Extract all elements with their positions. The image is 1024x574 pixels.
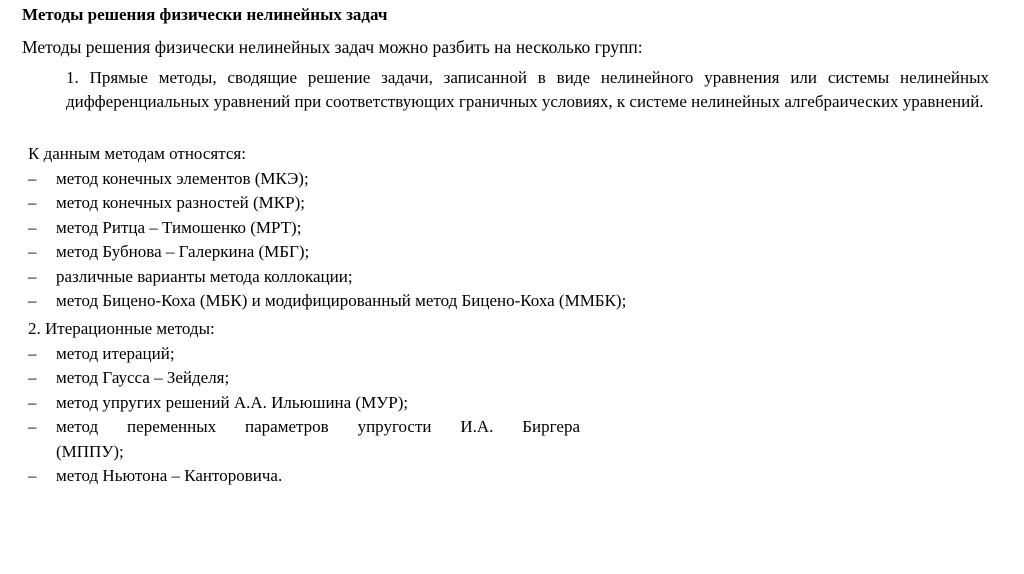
dash-bullet: – xyxy=(28,217,37,237)
list-item xyxy=(28,366,580,391)
list-item-text: метод Бицено-Коха (МБК) и модифицированный метод Бицено-Коха (ММБК); xyxy=(56,291,627,310)
dash-bullet: – xyxy=(28,368,37,387)
slide-title: Методы решения физически нелинейных задач xyxy=(22,5,388,24)
list-item-text: метод конечных элементов (МКЭ); xyxy=(56,168,309,188)
direct-methods-heading: К данным методам относятся: xyxy=(28,144,246,163)
list-item-text: метод Гаусса – Зейделя; xyxy=(56,368,230,387)
list-item xyxy=(28,167,626,192)
dash-bullet: – xyxy=(28,417,37,436)
list-item-text: метод конечных разностей (МКР); xyxy=(56,193,305,212)
direct-methods-list xyxy=(28,142,626,314)
dash-bullet: – xyxy=(28,291,37,310)
dash-bullet: – xyxy=(28,193,37,212)
list-item xyxy=(28,191,626,216)
list-item xyxy=(28,391,580,416)
list-item-text: метод Ньютона – Канторовича. xyxy=(56,466,283,485)
list-item xyxy=(28,464,580,489)
list-item xyxy=(28,216,626,241)
dash-bullet: – xyxy=(28,168,37,188)
list-item-text: различные варианты метода коллокации; xyxy=(56,266,353,286)
dash-bullet: – xyxy=(28,466,37,485)
dash-bullet: – xyxy=(28,266,37,286)
list-item-text-continuation: (МППУ); xyxy=(56,441,124,461)
list-item xyxy=(28,265,626,290)
dash-bullet: – xyxy=(28,392,37,412)
iterative-methods-list xyxy=(28,317,580,489)
list-item-text: метод итераций; xyxy=(56,343,175,363)
list-item-text: метод упругих решений А.А. Ильюшина (МУР); xyxy=(56,392,409,412)
dash-bullet: – xyxy=(28,343,37,363)
list-item xyxy=(28,289,626,314)
list-item-text: метод Ритца – Тимошенко (МРТ); xyxy=(56,217,302,237)
direct-methods-paragraph: 1. Прямые методы, сводящие решение задачи, записанной в виде нелинейного уравнения или системы нелинейных дифференциальных уравнений при соответствующих граничных условиях, к системе нелинейных алгебраических уравнений. xyxy=(66,68,989,111)
list-item xyxy=(28,342,580,367)
iterative-methods-heading: 2. Итерационные методы: xyxy=(28,319,215,338)
list-item-text: метод Бубнова – Галеркина (МБГ); xyxy=(56,242,310,261)
list-item-text: метод переменных параметров упругости И.А. Биргера xyxy=(56,417,580,436)
dash-bullet: – xyxy=(28,242,37,261)
list-item xyxy=(28,240,626,265)
intro-text: Методы решения физически нелинейных задач можно разбить на несколько групп: xyxy=(22,37,643,57)
list-item xyxy=(28,415,580,464)
